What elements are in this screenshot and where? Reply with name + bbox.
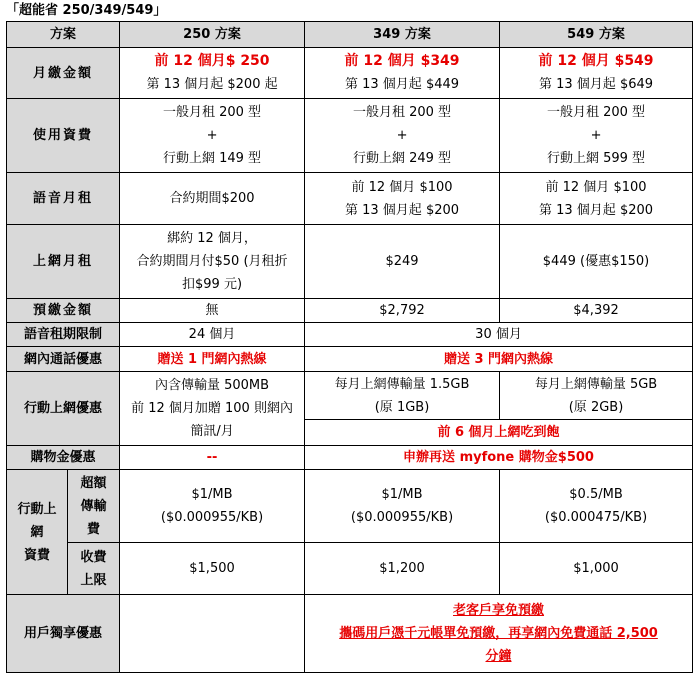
mobile-rate-label-line1: 行動上 — [17, 501, 57, 517]
cell-usage-fee-349 — [305, 99, 500, 173]
usage-fee-250-plus: + — [206, 128, 218, 143]
monthly-fee-349-promo: 前 12 個月 $349 — [344, 53, 460, 69]
cell-data-rent-549: $449 (優惠$150) — [500, 225, 693, 299]
exclusive-port-in-line1: 攜碼用戶憑千元帳單免預繳，再享網內免費通話 2,500 — [339, 626, 658, 641]
overage-349-per-kb: ($0.000955/KB) — [350, 510, 454, 525]
usage-fee-250-line3: 行動上網 149 型 — [162, 151, 262, 166]
table-row-usage-fee — [7, 99, 693, 173]
mobile-data-250-line2: 前 12 個月加贈 100 則網內 — [131, 401, 293, 416]
row-label-data-rent: 上網月租 — [7, 225, 120, 299]
table-row-exclusive — [7, 595, 693, 673]
cell-data-rent-349: $249 — [305, 225, 500, 299]
exclusive-port-in-line2: 分鐘 — [485, 649, 512, 664]
row-label-voucher: 購物金優惠 — [7, 446, 120, 470]
cell-usage-fee-549 — [500, 99, 693, 173]
exclusive-existing-customers: 老客戶享免預繳 — [453, 603, 545, 618]
cell-contract-349-549: 30 個月 — [305, 323, 693, 347]
table-row-contract — [7, 323, 693, 347]
cell-prepay-250: 無 — [120, 299, 305, 323]
table-row-prepay — [7, 299, 693, 323]
table-row-cap — [7, 543, 693, 595]
cell-onnet-250: 贈送 1 門網內熱線 — [120, 347, 305, 372]
overage-250-per-mb: $1/MB — [191, 487, 233, 502]
sub-label-cap — [68, 543, 120, 595]
mobile-rate-label-line2: 網 — [30, 524, 44, 540]
overage-349-per-mb: $1/MB — [381, 487, 423, 502]
row-label-mobile-data: 行動上網優惠 — [7, 372, 120, 446]
table-row-mobile-data — [7, 372, 693, 420]
monthly-fee-349-after: 第 13 個月起 $449 — [345, 77, 460, 92]
voice-rent-349-line2: 第 13 個月起 $200 — [345, 202, 460, 218]
cap-label-line1: 收費 — [80, 549, 107, 565]
cell-voice-rent-549 — [500, 173, 693, 225]
overage-label-line2: 傳輸 — [80, 498, 107, 514]
plan-comparison-table — [6, 21, 693, 673]
row-label-monthly-fee: 月繳金額 — [7, 48, 120, 99]
cell-onnet-349-549: 贈送 3 門網內熱線 — [305, 347, 693, 372]
table-row-onnet — [7, 347, 693, 372]
row-label-usage-fee: 使用資費 — [7, 99, 120, 173]
usage-fee-250-line1: 一般月租 200 型 — [162, 105, 262, 120]
cell-prepay-549: $4,392 — [500, 299, 693, 323]
overage-549-per-mb: $0.5/MB — [569, 487, 623, 502]
cell-mobile-data-250 — [120, 372, 305, 446]
row-label-contract: 語音租期限制 — [7, 323, 120, 347]
data-rent-250-line3: 扣$99 元) — [182, 277, 243, 292]
cell-cap-250: $1,500 — [120, 543, 305, 595]
voice-rent-549-line2: 第 13 個月起 $200 — [539, 202, 654, 218]
monthly-fee-549-promo: 前 12 個月 $549 — [538, 53, 654, 69]
usage-fee-549-line3: 行動上網 599 型 — [546, 151, 646, 166]
overage-250-per-kb: ($0.000955/KB) — [160, 510, 264, 525]
cell-voice-rent-349 — [305, 173, 500, 225]
table-row-monthly-fee — [7, 48, 693, 99]
cell-overage-250 — [120, 470, 305, 543]
overage-label-line1: 超額 — [80, 475, 107, 491]
page-title: 「超能省 250/349/549」 — [6, 3, 167, 18]
data-rent-250-line1: 綁約 12 個月， — [167, 231, 257, 246]
mobile-data-250-line3: 簡訊/月 — [190, 424, 234, 439]
usage-fee-349-plus: + — [396, 128, 408, 143]
row-label-voice-rent: 語音月租 — [7, 173, 120, 225]
cell-overage-549 — [500, 470, 693, 543]
cell-mobile-data-unlimited: 前 6 個月上網吃到飽 — [305, 420, 693, 446]
usage-fee-549-line1: 一般月租 200 型 — [546, 105, 646, 120]
cell-overage-349 — [305, 470, 500, 543]
usage-fee-349-line1: 一般月租 200 型 — [352, 105, 452, 120]
cell-data-rent-250 — [120, 225, 305, 299]
header-plan: 方案 — [7, 22, 120, 48]
voice-rent-349-line1: 前 12 個月 $100 — [351, 179, 453, 195]
cell-monthly-fee-549 — [500, 48, 693, 99]
cell-prepay-349: $2,792 — [305, 299, 500, 323]
cell-voucher-250: -- — [120, 446, 305, 470]
row-label-mobile-rate — [7, 470, 68, 595]
row-label-prepay: 預繳金額 — [7, 299, 120, 323]
overage-label-line3: 費 — [87, 521, 101, 537]
mobile-data-549-line2: (原 2GB) — [568, 399, 624, 415]
mobile-data-549-line1: 每月上網傳輸量 5GB — [534, 376, 658, 392]
mobile-data-349-line1: 每月上網傳輸量 1.5GB — [334, 376, 470, 392]
data-rent-250-line2: 合約期間月付$50 (月租折 — [136, 254, 288, 269]
header-plan-349: 349 方案 — [305, 22, 500, 48]
cell-monthly-fee-250 — [120, 48, 305, 99]
cell-voucher-349-549: 申辦再送 myfone 購物金$500 — [305, 446, 693, 470]
sub-label-overage — [68, 470, 120, 543]
monthly-fee-250-after: 第 13 個月起 $200 起 — [146, 77, 278, 92]
cell-monthly-fee-349 — [305, 48, 500, 99]
cell-exclusive-250 — [120, 595, 305, 673]
table-header-row — [7, 22, 693, 48]
table-row-voice-rent — [7, 173, 693, 225]
row-label-onnet: 網內通話優惠 — [7, 347, 120, 372]
cell-voice-rent-250: 合約期間$200 — [120, 173, 305, 225]
header-plan-250: 250 方案 — [120, 22, 305, 48]
cell-contract-250: 24 個月 — [120, 323, 305, 347]
overage-549-per-kb: ($0.000475/KB) — [544, 510, 648, 525]
row-label-exclusive: 用戶獨享優惠 — [7, 595, 120, 673]
table-row-voucher — [7, 446, 693, 470]
mobile-data-250-line1: 內含傳輸量 500MB — [154, 378, 270, 393]
table-row-overage — [7, 470, 693, 543]
cell-usage-fee-250 — [120, 99, 305, 173]
voice-rent-549-line1: 前 12 個月 $100 — [545, 179, 647, 195]
cell-exclusive-349-549 — [305, 595, 693, 673]
cell-mobile-data-549 — [500, 372, 693, 420]
usage-fee-349-line3: 行動上網 249 型 — [352, 151, 452, 166]
usage-fee-549-plus: + — [590, 128, 602, 143]
table-row-data-rent — [7, 225, 693, 299]
cell-mobile-data-349 — [305, 372, 500, 420]
cap-label-line2: 上限 — [80, 572, 107, 588]
monthly-fee-549-after: 第 13 個月起 $649 — [539, 77, 654, 92]
header-plan-549: 549 方案 — [500, 22, 693, 48]
mobile-rate-label-line3: 資費 — [23, 547, 50, 563]
cell-cap-349: $1,200 — [305, 543, 500, 595]
mobile-data-349-line2: (原 1GB) — [374, 399, 430, 415]
monthly-fee-250-promo: 前 12 個月$ 250 — [154, 53, 270, 69]
cell-cap-549: $1,000 — [500, 543, 693, 595]
